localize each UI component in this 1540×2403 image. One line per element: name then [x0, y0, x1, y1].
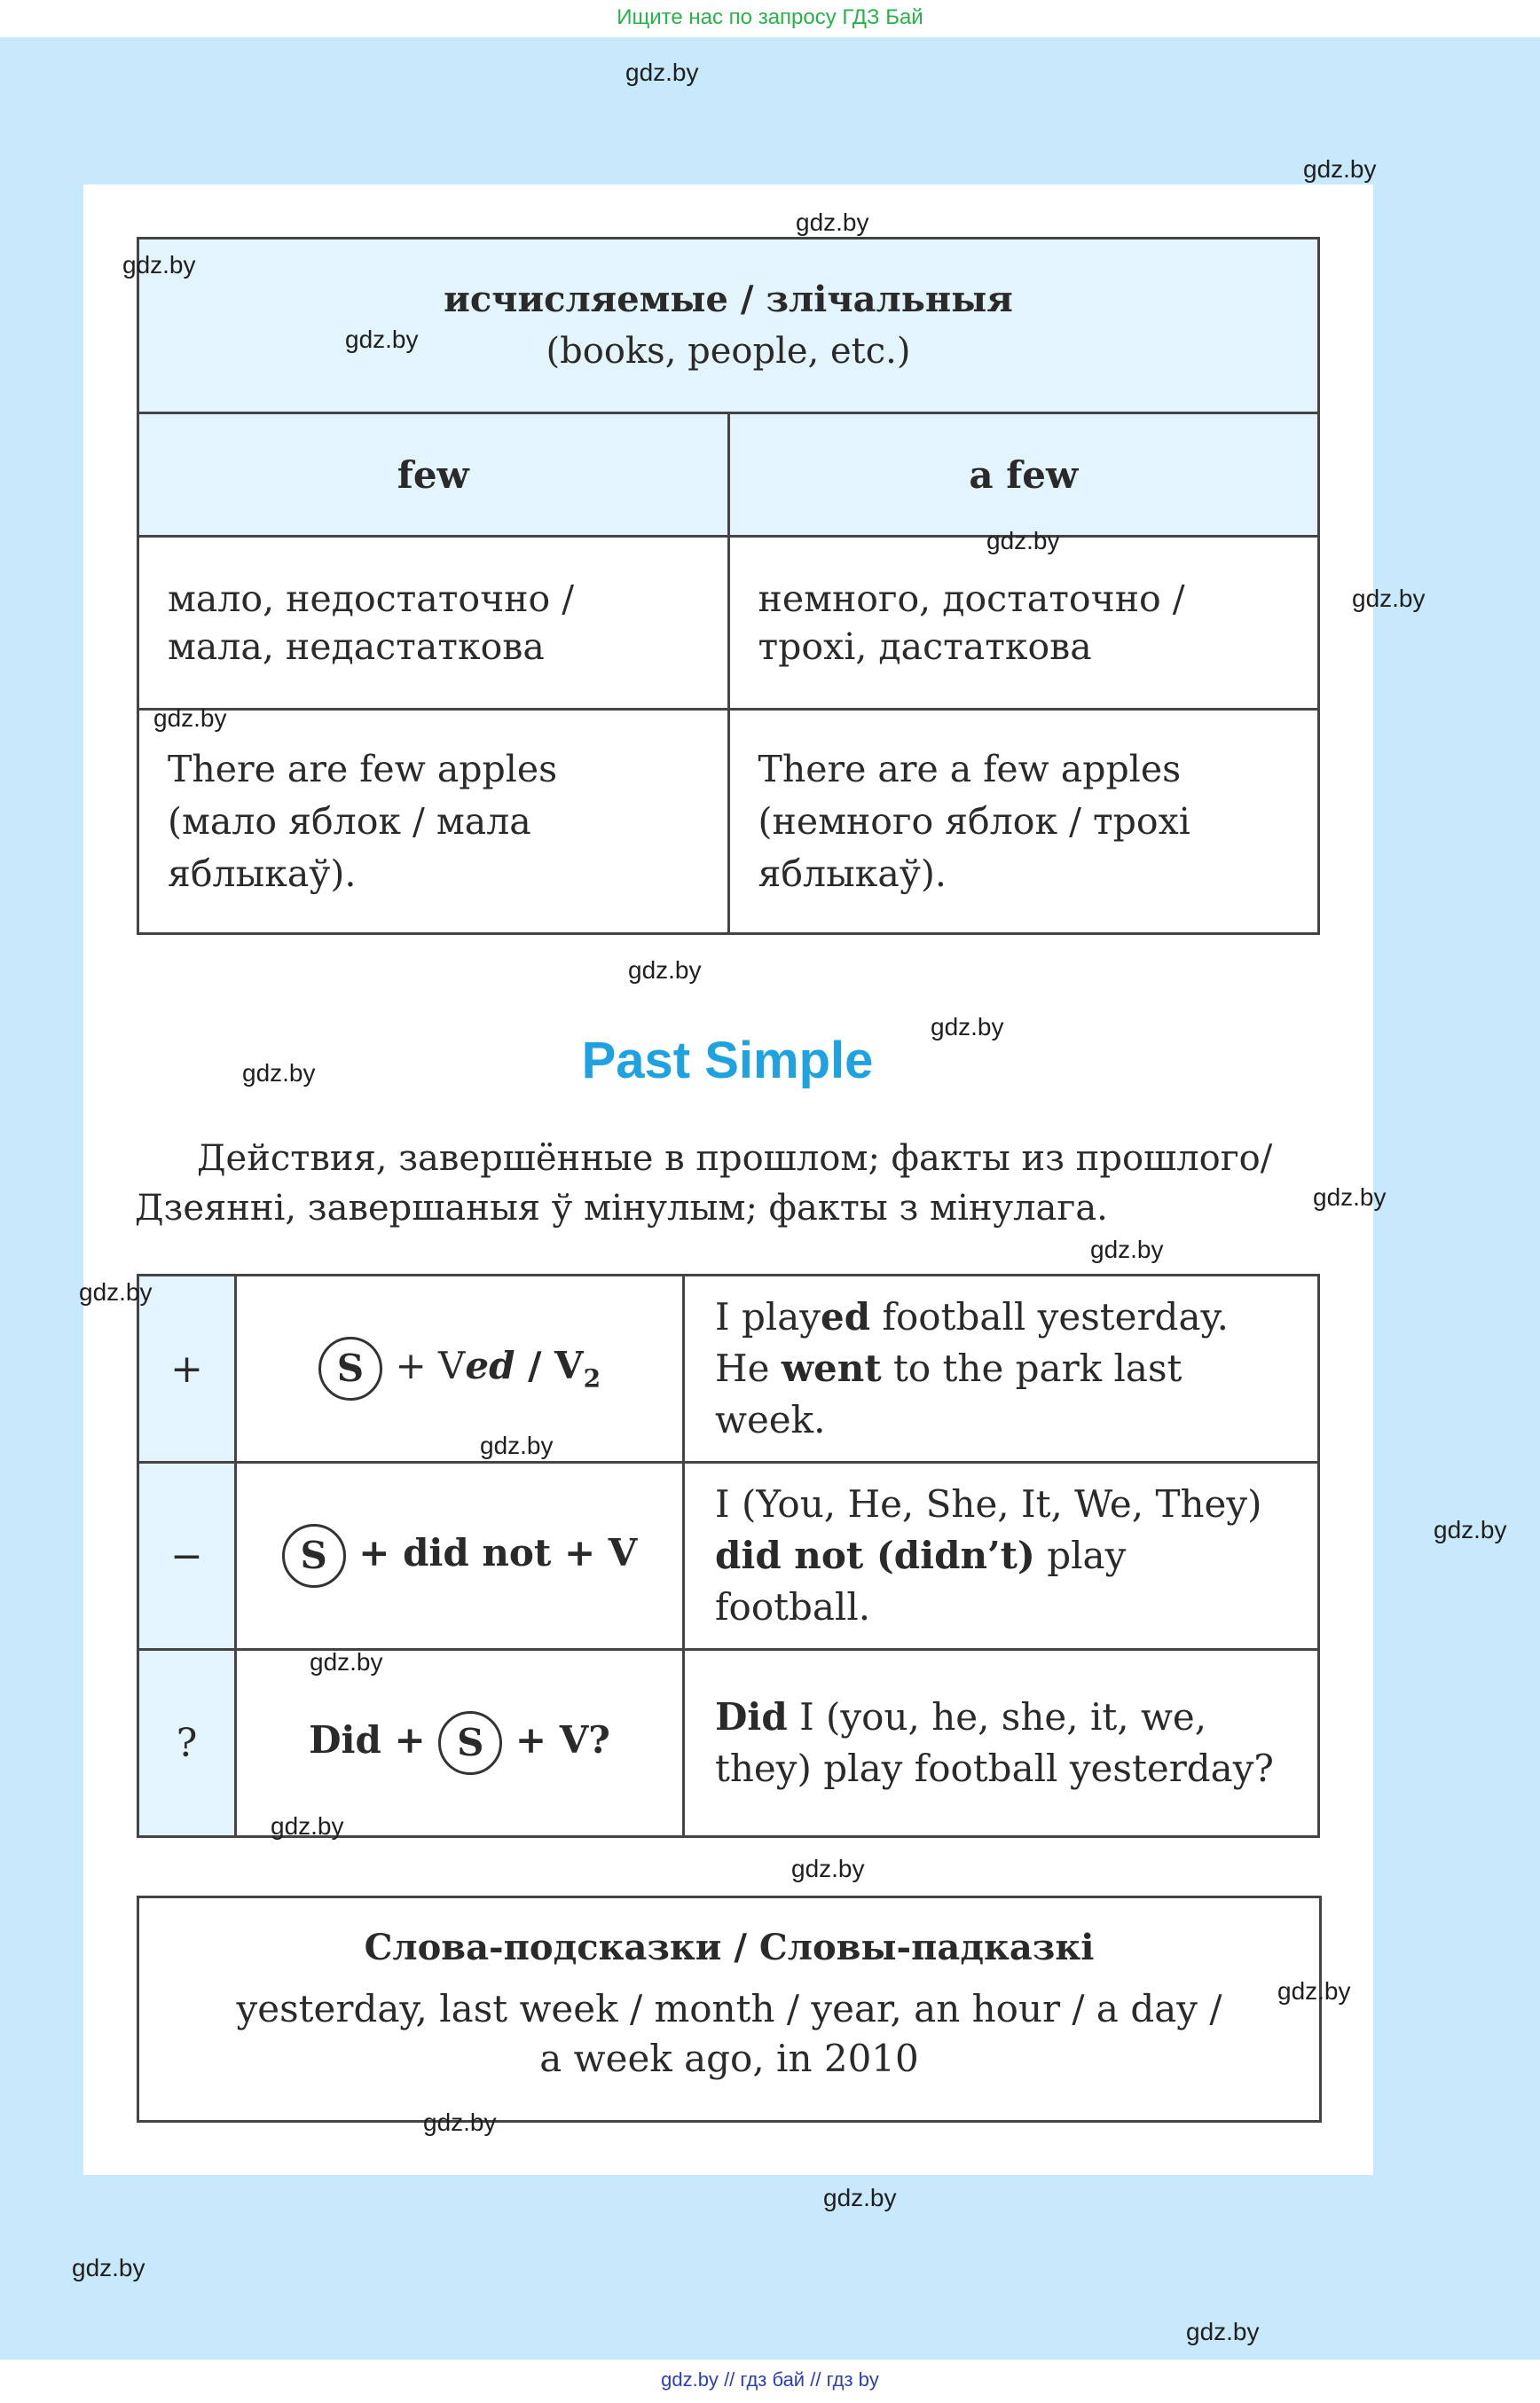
meaning-few-line1: мало, недостаточно / — [168, 577, 575, 620]
watermark: gdz.by — [1303, 155, 1377, 183]
watermark: gdz.by — [931, 1013, 1004, 1041]
watermark: gdz.by — [271, 1812, 344, 1840]
watermark: gdz.by — [986, 527, 1060, 554]
quantifier-few: few — [138, 413, 729, 537]
positive-ex2-a: He — [715, 1347, 782, 1390]
positive-row — [138, 1276, 1319, 1463]
example-few — [138, 710, 729, 934]
question-formula — [236, 1650, 684, 1837]
bottom-links-bar — [0, 2360, 1540, 2403]
question-formula-post: + V? — [502, 1718, 610, 1762]
quantifier-a-few: a few — [728, 413, 1319, 537]
example-few-line1: There are few apples — [168, 747, 558, 790]
negative-ex2-b: play football. — [715, 1534, 1127, 1629]
example-few-line3: яблыкаў). — [168, 852, 357, 895]
positive-formula-sub: 2 — [583, 1363, 601, 1394]
watermark: gdz.by — [1352, 585, 1426, 612]
bottom-link-gdz-by[interactable]: gdz.by — [661, 2368, 719, 2391]
hint-words-box — [137, 1896, 1322, 2123]
hint-words-line2: a week ago, in 2010 — [539, 2037, 919, 2080]
watermark: gdz.by — [1313, 1183, 1387, 1211]
positive-ex2-c: to the park last week. — [715, 1347, 1182, 1441]
positive-formula-ed: ed — [465, 1344, 515, 1387]
watermark: gdz.by — [791, 1855, 865, 1882]
positive-formula-plus-v: + V — [395, 1344, 466, 1387]
countable-header-examples: (books, people, etc.) — [546, 331, 911, 372]
positive-formula — [236, 1276, 684, 1463]
meaning-row — [138, 537, 1319, 710]
watermark: gdz.by — [823, 2184, 897, 2211]
positive-ex1-a: I play — [715, 1295, 821, 1339]
countable-header-cell — [138, 239, 1319, 413]
hint-words-line1: yesterday, last week / month / year, an hour / a day / — [236, 1987, 1222, 2030]
bottom-link-gdz-by-cyr[interactable]: гдз by — [826, 2368, 879, 2391]
tense-description — [135, 1134, 1341, 1233]
description-line1: Действия, завершённые в прошлом; факты из прошлого/ — [197, 1138, 1273, 1179]
question-row — [138, 1650, 1319, 1837]
meaning-few-line2: мала, недастаткова — [168, 625, 545, 668]
countable-table — [137, 237, 1320, 935]
countable-header-row — [138, 239, 1319, 413]
positive-ex2-b: went — [781, 1347, 882, 1390]
past-simple-table — [137, 1274, 1320, 1838]
bottom-separator: // — [810, 2368, 827, 2391]
negative-example-line2 — [715, 1530, 1287, 1633]
negative-example — [684, 1463, 1319, 1650]
watermark: gdz.by — [1434, 1516, 1507, 1543]
meaning-a-few-line2: трохі, дастаткова — [758, 625, 1092, 668]
hint-words-title: Слова-подсказки / Словы-падказкі — [364, 1927, 1095, 1968]
negative-formula-text: + did not + V — [358, 1531, 638, 1575]
question-ex1-b: I (you, he, she, it, we, — [787, 1695, 1207, 1739]
positive-example — [684, 1276, 1319, 1463]
negative-ex2-a: did not (didn’t) — [715, 1534, 1035, 1577]
meaning-few — [138, 537, 729, 710]
question-example-line2: they) play football yesterday? — [715, 1747, 1274, 1790]
bottom-separator: // — [724, 2368, 741, 2391]
watermark: gdz.by — [423, 2109, 497, 2136]
question-example — [684, 1650, 1319, 1837]
negative-formula — [236, 1463, 684, 1650]
watermark: gdz.by — [625, 59, 699, 86]
quantifier-row — [138, 413, 1319, 537]
positive-ex1-b: ed — [821, 1295, 871, 1339]
watermark: gdz.by — [480, 1432, 554, 1459]
positive-ex1-c: football yesterday. — [870, 1295, 1229, 1339]
watermark: gdz.by — [242, 1059, 316, 1087]
question-example-line1 — [715, 1692, 1287, 1743]
subject-circle: S — [282, 1524, 346, 1588]
meaning-a-few-line1: немного, достаточно / — [758, 577, 1185, 620]
negative-example-line1: I (You, He, She, It, We, They) — [715, 1482, 1262, 1526]
watermark: gdz.by — [153, 704, 227, 732]
positive-formula-v2: / V — [515, 1344, 584, 1387]
example-a-few-line2: (немного яблок / трохі — [758, 799, 1190, 843]
question-sign: ? — [138, 1650, 236, 1837]
example-few-line2: (мало яблок / мала — [168, 799, 531, 843]
question-ex1-a: Did — [715, 1695, 788, 1739]
watermark: gdz.by — [1090, 1236, 1164, 1263]
watermark: gdz.by — [1277, 1977, 1351, 2005]
positive-sign: + — [138, 1276, 236, 1463]
positive-example-line1 — [715, 1292, 1287, 1343]
example-a-few-line3: яблыкаў). — [758, 852, 947, 895]
watermark: gdz.by — [310, 1648, 383, 1676]
example-row — [138, 710, 1319, 934]
question-formula-pre: Did + — [309, 1718, 439, 1762]
example-a-few — [728, 710, 1319, 934]
negative-row — [138, 1463, 1319, 1650]
watermark: gdz.by — [79, 1278, 153, 1306]
watermark: gdz.by — [628, 956, 702, 984]
watermark: gdz.by — [1186, 2318, 1260, 2345]
watermark: gdz.by — [122, 251, 196, 279]
meaning-a-few — [728, 537, 1319, 710]
bottom-link-gdz-bai[interactable]: гдз бай — [740, 2368, 805, 2391]
negative-sign: − — [138, 1463, 236, 1650]
description-line2: Дзеянні, завершаныя ў мінулым; факты з мінулага. — [135, 1188, 1108, 1229]
subject-circle: S — [438, 1711, 502, 1775]
example-a-few-line1: There are a few apples — [758, 747, 1182, 790]
positive-example-line2 — [715, 1343, 1287, 1446]
watermark: gdz.by — [796, 208, 869, 236]
subject-circle: S — [318, 1337, 382, 1401]
countable-header-title: исчисляемые / злічальныя — [444, 279, 1013, 320]
watermark: gdz.by — [345, 326, 419, 353]
watermark: gdz.by — [72, 2254, 145, 2281]
section-title: Past Simple — [581, 1032, 874, 1089]
top-banner[interactable]: Ищите нас по запросу ГДЗ Бай — [0, 0, 1540, 37]
